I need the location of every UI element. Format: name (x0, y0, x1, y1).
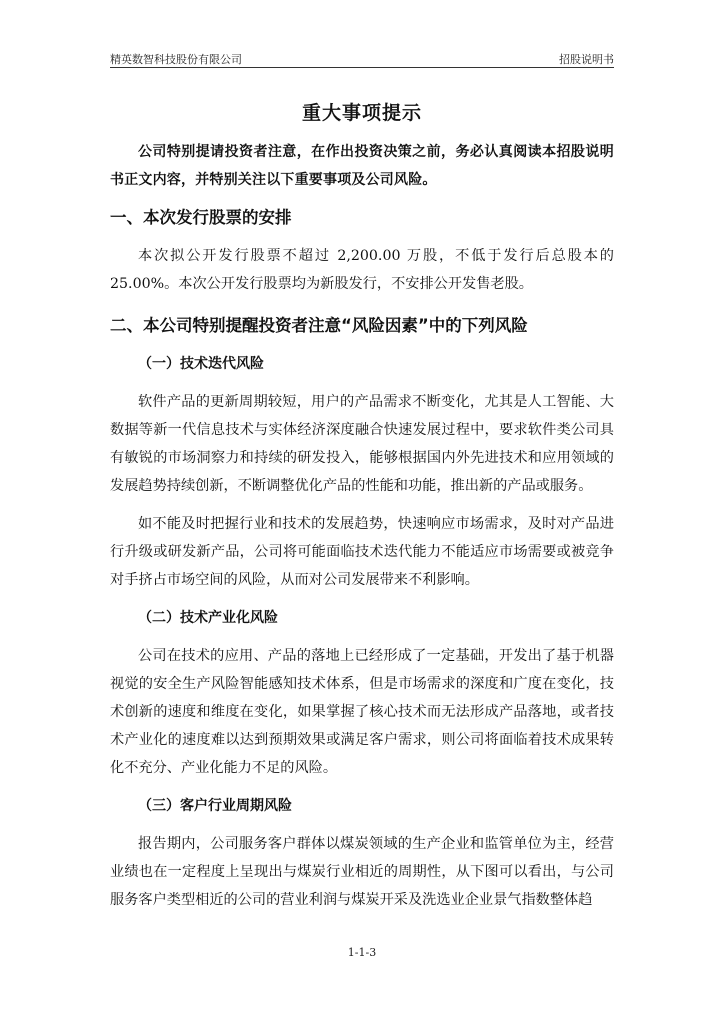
header-document-type: 招股说明书 (559, 53, 614, 66)
document-body (110, 138, 614, 914)
subsection3-paragraph1: 报告期内，公司服务客户群体以煤炭领域的生产企业和监管单位为主，经营业绩也在一定程度上呈现出与煤炭行业相近的周期性，从下图可以看出，与公司服务客户类型相近的公司的营业利润与煤炭开采及洗选业企业景气指数整体趋 (110, 836, 614, 908)
section1-paragraph: 本次拟公开发行股票不超过 2,200.00 万股，不低于发行后总股本的 25.00%。本次公开发行股票均为新股发行，不安排公开发售老股。 (110, 248, 614, 292)
section2-heading: 二、本公司特别提醒投资者注意“风险因素”中的下列风险 (110, 316, 528, 335)
section1-heading: 一、本次发行股票的安排 (110, 208, 292, 227)
subsection2-heading: （二）技术产业化风险 (138, 610, 278, 626)
page-number: 1-1-3 (347, 946, 377, 959)
subsection2-paragraph1: 公司在技术的应用、产品的落地上已经形成了一定基础，开发出了基于机器视觉的安全生产风险智能感知技术体系，但是市场需求的深度和广度在变化，技术创新的速度和维度在变化，如果掌握了核心技术而无法形成产品落地，或者技术产业化的速度难以达到预期效果或满足客户需求，则公司将面临着技术成果转化不充分、产业化能力不足的风险。 (110, 648, 614, 776)
subsection1-heading: （一）技术迭代风险 (138, 356, 264, 372)
subsection1-paragraph2: 如不能及时把握行业和技术的发展趋势，快速响应市场需求，及时对产品进行升级或研发新产品，公司将可能面临技术迭代能力不能适应市场需要或被竞争对手挤占市场空间的风险，从而对公司发展带来不利影响。 (110, 516, 614, 588)
subsection1-paragraph1: 软件产品的更新周期较短，用户的产品需求不断变化，尤其是人工智能、大数据等新一代信息技术与实体经济深度融合快速发展过程中，要求软件类公司具有敏锐的市场洞察力和持续的研发投入，能够根据国内外先进技术和应用领域的发展趋势持续创新，不断调整优化产品的性能和功能，推出新的产品或服务。 (110, 394, 614, 494)
header-company-name: 精英数智科技股份有限公司 (110, 53, 242, 66)
subsection3-heading: （三）客户行业周期风险 (138, 798, 292, 814)
page-header (110, 51, 614, 68)
page-title: 重大事项提示 (301, 102, 422, 124)
intro-paragraph: 公司特别提请投资者注意，在作出投资决策之前，务必认真阅读本招股说明书正文内容，并特别关注以下重要事项及公司风险。 (110, 144, 614, 188)
